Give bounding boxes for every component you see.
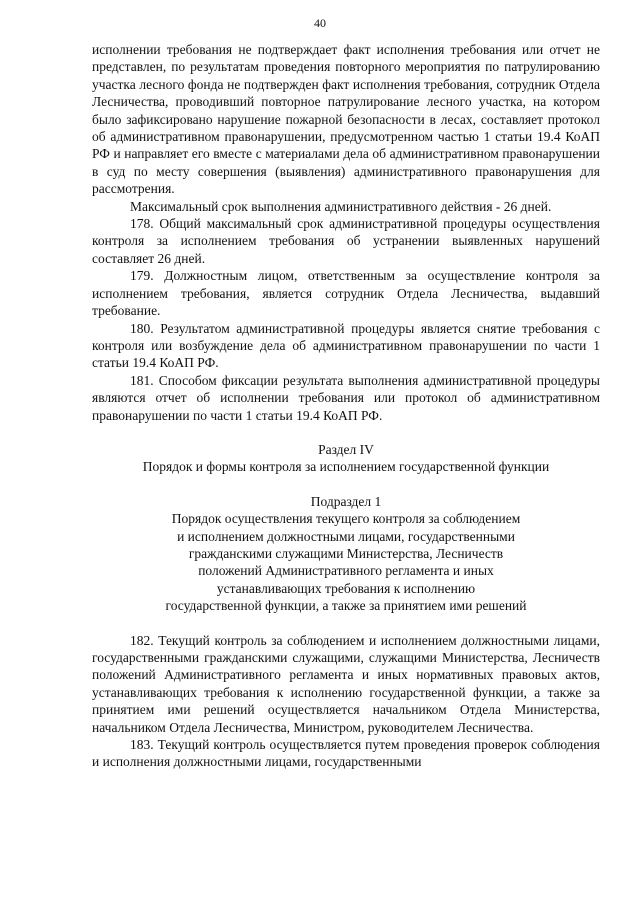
subsection-title: Подраздел 1: [310, 493, 382, 509]
paragraph: 181. Способом фиксации результата выполнения административной процедуры являются отчет об исполнении требования или протокол об административном правонарушении по части 1 статьи 19.4 КоАП РФ.: [92, 372, 600, 423]
subsection-line: государственной функции, а также за принятием ими решений: [165, 598, 527, 614]
subsection-line: устанавливающих требования к исполнению: [216, 580, 476, 596]
subsection-line: гражданскими служащими Министерства, Лесничеств: [188, 545, 504, 561]
paragraph: 182. Текущий контроль за соблюдением и исполнением должностными лицами, государственными гражданскими служащими, служащими Министерства, Лесничеств положений Административного регламента и иных нормативных правовых актов, устанавливающих требования к исполнению государственной функции, а также за принятием ими решений осуществляется начальником Отдела Министерства, начальником Отдела Лесничества, Министром, руководителем Лесничества.: [92, 632, 600, 735]
section-heading: [92, 441, 600, 476]
subsection-line: и исполнением должностными лицами, государственными: [177, 528, 515, 544]
paragraph: 183. Текущий контроль осуществляется путем проведения проверок соблюдения и исполнения должностными лицами, государственными: [92, 737, 600, 770]
section-title: Раздел IV: [318, 441, 374, 457]
subsection-heading: [92, 493, 600, 615]
subsection-lines: [92, 510, 600, 614]
section-subtitle: Порядок и формы контроля за исполнением государственной функции: [142, 459, 550, 475]
paragraph: 179. Должностным лицом, ответственным за осуществление контроля за исполнением требования, является сотрудник Отдела Лесничества, выдавший требование.: [92, 268, 600, 319]
paragraph: Максимальный срок выполнения административного действия - 26 дней.: [130, 198, 552, 214]
bottom-paragraphs: [92, 632, 600, 771]
top-paragraphs: [92, 41, 600, 424]
paragraph: исполнении требования не подтверждает факт исполнения требования или отчет не представлен, по результатам проведения повторного мероприятия по патрулированию участка лесного фонда не подтвержден факт исполнения требования, сотрудник Отдела Лесничества, проводивший повторное патрулирование лесного участка, на котором было зафиксировано нарушение пожарной безопасности в лесах, составляет протокол об административном правонарушении, предусмотренном частью 1 статьи 19.4 КоАП РФ и направляет его вместе с материалами дела об административном правонарушении в суд по месту совершения (выявления) административного правонарушения для рассмотрения.: [92, 42, 600, 197]
paragraph: 178. Общий максимальный срок административной процедуры осуществления контроля за исполнением требования об устранении выявленных нарушений составляет 26 дней.: [92, 216, 600, 266]
paragraph: 180. Результатом административной процедуры является снятие требования с контроля или возбуждение дела об административном правонарушении по части 1 статьи 19.4 КоАП РФ.: [92, 320, 600, 371]
page-number: 40: [314, 16, 326, 30]
document-body: [92, 41, 600, 771]
subsection-line: положений Административного регламента и иных: [198, 563, 494, 579]
subsection-line: Порядок осуществления текущего контроля за соблюдением: [171, 511, 521, 527]
